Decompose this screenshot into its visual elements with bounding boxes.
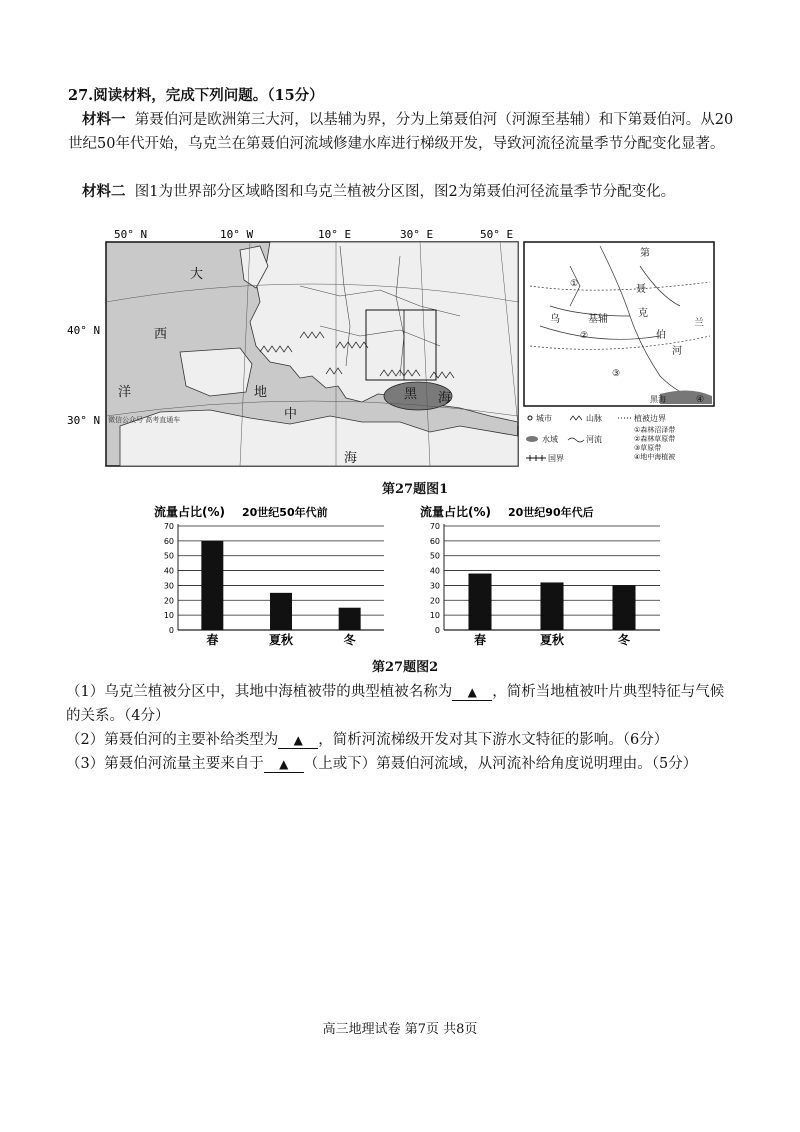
chart-ytick-label: 20 [429,596,440,606]
map-legend [526,413,675,463]
legend-river: 河流 [586,435,602,444]
q1-text-b: ，简析当地植被叶片典型特征与气候的关系。（4分） [66,684,725,724]
inset-label: 乌 [550,314,560,325]
chart-bar [468,574,491,630]
chart-ytick-label: 50 [163,551,174,561]
place-label: 海 [438,391,452,406]
chart-xtick-label: 夏秋 [268,633,294,647]
place-label: 地 [254,385,268,400]
q2-text-a: （2）第聂伯河的主要补给类型为 [66,732,279,748]
chart-ytick-label: 10 [429,611,440,621]
q3-answer-blank[interactable]: ▲ [264,756,304,773]
chart-xtick-label: 冬 [343,633,356,647]
material-2-label: 材料二 [82,183,126,200]
lat-label: 30° N [67,414,101,427]
map-figure [67,226,720,476]
chart-ytick-label: 30 [429,581,440,591]
place-label: 黑 [404,387,418,402]
chart-1990s [416,504,666,652]
inset-label: ① [570,279,579,289]
lon-label: 50° N [114,228,148,241]
lon-label: 10° E [318,228,352,241]
legend-veg-boundary: 植被边界 [634,414,666,423]
material-2-text: 图1为世界部分区域略图和乌克兰植被分区图，图2为第聂伯河径流量季节分配变化。 [134,184,676,200]
question-header: 27.阅读材料，完成下列问题。（15分） [68,87,324,104]
chart-ytick-label: 40 [429,566,440,576]
chart-bar [270,593,292,630]
subquestion-3 [66,752,734,776]
subquestion-1 [66,680,734,728]
inset-label: ③ [612,369,621,379]
legend-mountain: 山脉 [586,414,602,423]
place-label: 中 [284,407,298,422]
place-label: 西 [154,327,168,342]
inset-label: 聂 [636,284,646,295]
legend-zone: ③草原带 [634,444,662,452]
lon-label: 10° W [220,228,254,241]
chart-bar [612,585,635,630]
chart-bar [540,582,563,630]
page-footer: 高三地理试卷 第7页 共8页 [322,1022,478,1037]
inset-label: 基辅 [588,314,608,325]
inset-label: 黑海 [650,395,666,404]
material-1-label: 材料一 [82,111,126,128]
inset-label: 兰 [694,318,704,329]
figure-1-caption: 第27题图1 [382,482,449,497]
inset-label: ② [580,331,589,341]
lon-label: 50° E [480,228,514,241]
q1-text-a: （1）乌克兰植被分区中，其地中海植被带的典型植被名称为 [66,684,453,700]
chart-ylabel: 流量占比(%) [154,505,225,519]
chart-title: 20世纪50年代前 [242,506,328,519]
chart-ytick-label: 0 [434,626,440,635]
chart-bar [339,608,361,630]
chart-ytick-label: 50 [429,551,440,561]
legend-water: 水域 [542,435,558,444]
lon-label: 30° E [400,228,434,241]
inset-label: ④ [696,395,705,405]
inset-label: 伯 [656,330,666,341]
chart-ytick-label: 60 [429,536,440,546]
material-1-text: 第聂伯河是欧洲第三大河，以基辅为界，分为上第聂伯河（河源至基辅）和下第聂伯河。从20世纪50年代开始，乌克兰在第聂伯河流域修建水库进行梯级开发，导致河流径流量季节分配变化显著。 [68,112,734,152]
chart-xtick-label: 春 [473,633,487,647]
chart-xtick-label: 春 [206,633,219,647]
q3-text-a: （3）第聂伯河流量主要来自于 [66,756,264,772]
place-label: 洋 [118,385,132,400]
chart-ytick-label: 70 [429,522,440,531]
inset-label: 第 [640,248,650,259]
chart-ytick-label: 10 [163,611,174,621]
place-label: 大 [190,267,204,282]
watermark: 微信公众号 高考直通车 [108,416,181,424]
inset-label: 河 [672,346,682,357]
material-1 [68,108,736,156]
figure-2-caption: 第27题图2 [372,660,439,675]
material-2 [68,180,736,204]
q1-answer-blank[interactable]: ▲ [452,684,492,701]
subquestion-2 [66,728,734,752]
chart-xtick-label: 冬 [617,633,631,647]
chart-ytick-label: 30 [163,581,174,591]
chart-ytick-label: 60 [163,536,174,546]
chart-ylabel: 流量占比(%) [420,505,491,519]
chart-ytick-label: 0 [168,626,174,635]
legend-zone: ②森林草原带 [634,435,676,443]
q2-answer-blank[interactable]: ▲ [278,732,318,749]
chart-bar [201,541,223,630]
chart-ytick-label: 40 [163,566,174,576]
legend-city: 城市 [536,414,552,423]
legend-border: 国界 [548,454,564,463]
chart-1950s [150,504,390,652]
chart-xtick-label: 夏秋 [539,633,565,647]
legend-zone: ①森林沼泽带 [634,426,676,434]
inset-label: 克 [638,308,648,319]
place-label: 海 [344,451,358,466]
q2-text-b: ，简析河流梯级开发对其下游水文特征的影响。（6分） [318,732,669,748]
legend-zone: ④地中海植被 [634,453,676,461]
lat-label: 40° N [67,324,101,337]
chart-ytick-label: 70 [163,522,174,531]
chart-ytick-label: 20 [163,596,174,606]
q3-text-b: （上或下）第聂伯河流域，从河流补给角度说明理由。（5分） [303,756,698,772]
chart-title: 20世纪90年代后 [508,506,594,519]
